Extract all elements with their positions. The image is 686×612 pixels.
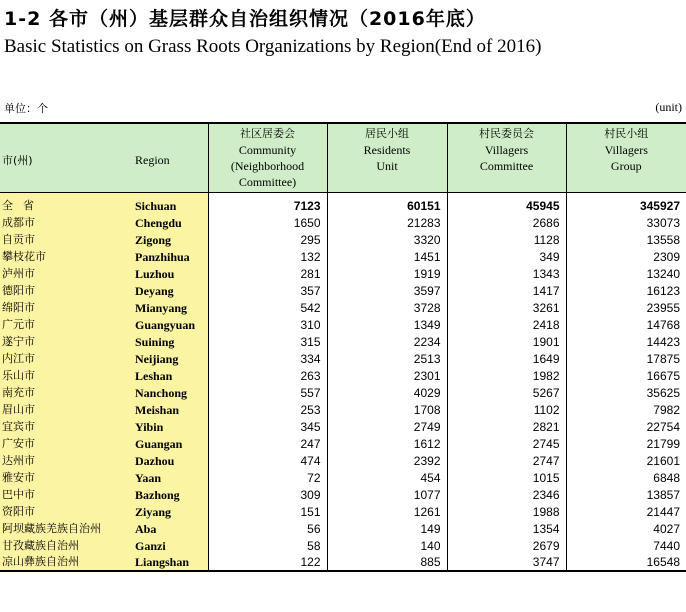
cell-vcommittee: 1354 — [447, 520, 566, 537]
cell-vgroup: 23955 — [566, 299, 686, 316]
cell-residents: 21283 — [327, 214, 447, 231]
table-row — [0, 333, 686, 350]
region-name-en: Mianyang — [133, 299, 208, 316]
cell-community: 315 — [208, 333, 327, 350]
cell-community: 263 — [208, 367, 327, 384]
cell-vgroup: 21601 — [566, 452, 686, 469]
cell-vcommittee: 1128 — [447, 231, 566, 248]
cell-vgroup: 22754 — [566, 418, 686, 435]
header-residents-en-1: Residents — [363, 143, 411, 157]
region-name-cn: 资阳市 — [0, 503, 133, 520]
region-name-cn: 甘孜藏族自治州 — [0, 537, 133, 554]
region-name-cn: 广元市 — [0, 316, 133, 333]
table-row — [0, 469, 686, 486]
cell-community: 132 — [208, 248, 327, 265]
table-row — [0, 299, 686, 316]
cell-vcommittee: 1988 — [447, 503, 566, 520]
cell-community: 557 — [208, 384, 327, 401]
region-name-en: Deyang — [133, 282, 208, 299]
header-villagers-committee — [447, 123, 566, 192]
cell-community: 253 — [208, 401, 327, 418]
table-row — [0, 435, 686, 452]
cell-residents: 454 — [327, 469, 447, 486]
table-row — [0, 520, 686, 537]
cell-community: 295 — [208, 231, 327, 248]
table-row — [0, 214, 686, 231]
table-header-row — [0, 123, 686, 192]
header-region-label: Region — [135, 153, 170, 168]
cell-vgroup: 7440 — [566, 537, 686, 554]
table-row — [0, 503, 686, 520]
cell-vcommittee: 2686 — [447, 214, 566, 231]
cell-vgroup: 13857 — [566, 486, 686, 503]
cell-vgroup: 13240 — [566, 265, 686, 282]
cell-residents: 2301 — [327, 367, 447, 384]
table-row — [0, 282, 686, 299]
cell-vgroup: 14423 — [566, 333, 686, 350]
table-body — [0, 192, 686, 571]
cell-vgroup: 345927 — [566, 192, 686, 214]
cell-community: 72 — [208, 469, 327, 486]
region-name-en: Ziyang — [133, 503, 208, 520]
cell-vcommittee: 2745 — [447, 435, 566, 452]
header-residents — [327, 123, 447, 192]
cell-vgroup: 6848 — [566, 469, 686, 486]
region-name-cn: 宜宾市 — [0, 418, 133, 435]
region-name-cn: 成都市 — [0, 214, 133, 231]
cell-vcommittee: 2747 — [447, 452, 566, 469]
region-name-en: Yibin — [133, 418, 208, 435]
cell-vgroup: 2309 — [566, 248, 686, 265]
cell-vcommittee: 1649 — [447, 350, 566, 367]
table-row — [0, 248, 686, 265]
region-name-en: Ganzi — [133, 537, 208, 554]
cell-vcommittee: 2418 — [447, 316, 566, 333]
table-row — [0, 316, 686, 333]
cell-residents: 140 — [327, 537, 447, 554]
table-row — [0, 384, 686, 401]
cell-community: 310 — [208, 316, 327, 333]
region-name-en: Sichuan — [133, 192, 208, 214]
region-name-en: Leshan — [133, 367, 208, 384]
header-region — [133, 123, 208, 192]
unit-label-cn: 单位：个 — [4, 102, 48, 115]
cell-residents: 1261 — [327, 503, 447, 520]
cell-residents: 60151 — [327, 192, 447, 214]
cell-vcommittee: 1982 — [447, 367, 566, 384]
region-name-en: Neijiang — [133, 350, 208, 367]
region-name-cn: 达州市 — [0, 452, 133, 469]
region-name-en: Chengdu — [133, 214, 208, 231]
region-name-en: Zigong — [133, 231, 208, 248]
cell-vcommittee: 1343 — [447, 265, 566, 282]
cell-community: 281 — [208, 265, 327, 282]
cell-vgroup: 16675 — [566, 367, 686, 384]
header-villagers-group-en-1: Villagers — [604, 143, 648, 157]
table-row — [0, 401, 686, 418]
region-name-cn: 广安市 — [0, 435, 133, 452]
table-row — [0, 452, 686, 469]
cell-residents: 149 — [327, 520, 447, 537]
cell-vgroup: 7982 — [566, 401, 686, 418]
table-row — [0, 367, 686, 384]
cell-vgroup: 17875 — [566, 350, 686, 367]
cell-residents: 3597 — [327, 282, 447, 299]
table-row-total — [0, 192, 686, 214]
table-row — [0, 350, 686, 367]
cell-vcommittee: 5267 — [447, 384, 566, 401]
region-name-en: Dazhou — [133, 452, 208, 469]
cell-vgroup: 16548 — [566, 554, 686, 571]
header-residents-en-2: Unit — [376, 159, 398, 173]
region-name-cn: 绵阳市 — [0, 299, 133, 316]
cell-community: 7123 — [208, 192, 327, 214]
region-name-en: Liangshan — [133, 554, 208, 571]
region-name-en: Guangyuan — [133, 316, 208, 333]
cell-residents: 3728 — [327, 299, 447, 316]
region-name-cn: 自贡市 — [0, 231, 133, 248]
region-name-en: Bazhong — [133, 486, 208, 503]
page-title-en: Basic Statistics on Grass Roots Organizations by Region(End of 2016) — [4, 36, 542, 57]
region-name-en: Panzhihua — [133, 248, 208, 265]
unit-label-en: (unit) — [655, 100, 682, 114]
region-name-cn: 雅安市 — [0, 469, 133, 486]
cell-vcommittee: 349 — [447, 248, 566, 265]
table-row — [0, 265, 686, 282]
cell-community: 357 — [208, 282, 327, 299]
region-name-cn: 南充市 — [0, 384, 133, 401]
cell-community: 345 — [208, 418, 327, 435]
region-name-cn: 德阳市 — [0, 282, 133, 299]
region-name-en: Guangan — [133, 435, 208, 452]
region-name-cn: 内江市 — [0, 350, 133, 367]
header-villagers-committee-cn: 村民委员会 — [479, 127, 534, 140]
cell-residents: 2513 — [327, 350, 447, 367]
region-name-cn: 巴中市 — [0, 486, 133, 503]
table-row — [0, 486, 686, 503]
cell-residents: 885 — [327, 554, 447, 571]
cell-vgroup: 14768 — [566, 316, 686, 333]
cell-community: 1650 — [208, 214, 327, 231]
cell-vgroup: 21799 — [566, 435, 686, 452]
header-villagers-committee-en-2: Committee — [479, 159, 534, 173]
region-name-cn: 全省 — [0, 192, 133, 214]
header-villagers-committee-en-1: Villagers — [484, 143, 529, 157]
region-name-en: Luzhou — [133, 265, 208, 282]
cell-residents: 1451 — [327, 248, 447, 265]
cell-community: 542 — [208, 299, 327, 316]
header-residents-cn: 居民小组 — [365, 127, 409, 140]
cell-community: 334 — [208, 350, 327, 367]
cell-community: 309 — [208, 486, 327, 503]
region-name-en: Nanchong — [133, 384, 208, 401]
region-name-cn: 攀枝花市 — [0, 248, 133, 265]
header-villagers-group-en-2: Group — [610, 159, 642, 173]
cell-vcommittee: 1102 — [447, 401, 566, 418]
region-name-cn: 阿坝藏族羌族自治州 — [0, 520, 133, 537]
cell-vcommittee: 2346 — [447, 486, 566, 503]
region-name-en: Suining — [133, 333, 208, 350]
cell-residents: 1077 — [327, 486, 447, 503]
cell-residents: 1708 — [327, 401, 447, 418]
cell-vcommittee: 2821 — [447, 418, 566, 435]
table-row — [0, 231, 686, 248]
header-community-cn: 社区居委会 — [240, 127, 295, 140]
cell-vcommittee: 1901 — [447, 333, 566, 350]
cell-community: 247 — [208, 435, 327, 452]
page-title-cn: 1-2 各市（州）基层群众自治组织情况（2016年底） — [4, 8, 486, 30]
cell-residents: 2234 — [327, 333, 447, 350]
cell-vgroup: 13558 — [566, 231, 686, 248]
header-community-en-3: Committee) — [238, 175, 297, 189]
cell-residents: 1349 — [327, 316, 447, 333]
region-name-en: Yaan — [133, 469, 208, 486]
header-city-label: 市(州) — [2, 154, 33, 168]
region-name-cn: 乐山市 — [0, 367, 133, 384]
cell-vgroup: 35625 — [566, 384, 686, 401]
cell-residents: 2392 — [327, 452, 447, 469]
region-name-cn: 遂宁市 — [0, 333, 133, 350]
region-name-cn: 眉山市 — [0, 401, 133, 418]
cell-community: 474 — [208, 452, 327, 469]
cell-residents: 4029 — [327, 384, 447, 401]
header-community-en-1: Community — [238, 143, 297, 157]
cell-vgroup: 33073 — [566, 214, 686, 231]
cell-vcommittee: 3261 — [447, 299, 566, 316]
table-row — [0, 537, 686, 554]
cell-vgroup: 16123 — [566, 282, 686, 299]
cell-residents: 2749 — [327, 418, 447, 435]
header-community — [208, 123, 327, 192]
table-row — [0, 554, 686, 571]
cell-community: 122 — [208, 554, 327, 571]
cell-residents: 1612 — [327, 435, 447, 452]
cell-community: 56 — [208, 520, 327, 537]
cell-vcommittee: 2679 — [447, 537, 566, 554]
cell-community: 151 — [208, 503, 327, 520]
cell-vcommittee: 45945 — [447, 192, 566, 214]
cell-vcommittee: 3747 — [447, 554, 566, 571]
header-villagers-group-cn: 村民小组 — [604, 127, 649, 140]
header-city — [0, 123, 133, 192]
cell-residents: 1919 — [327, 265, 447, 282]
cell-vgroup: 4027 — [566, 520, 686, 537]
header-community-en-2: (Neighborhood — [230, 159, 305, 173]
header-villagers-group — [566, 123, 686, 192]
region-name-en: Meishan — [133, 401, 208, 418]
cell-vgroup: 21447 — [566, 503, 686, 520]
cell-community: 58 — [208, 537, 327, 554]
statistics-table — [0, 122, 686, 572]
cell-vcommittee: 1015 — [447, 469, 566, 486]
cell-vcommittee: 1417 — [447, 282, 566, 299]
region-name-en: Aba — [133, 520, 208, 537]
cell-residents: 3320 — [327, 231, 447, 248]
region-name-cn: 凉山彝族自治州 — [0, 554, 133, 571]
region-name-cn: 泸州市 — [0, 265, 133, 282]
table-row — [0, 418, 686, 435]
